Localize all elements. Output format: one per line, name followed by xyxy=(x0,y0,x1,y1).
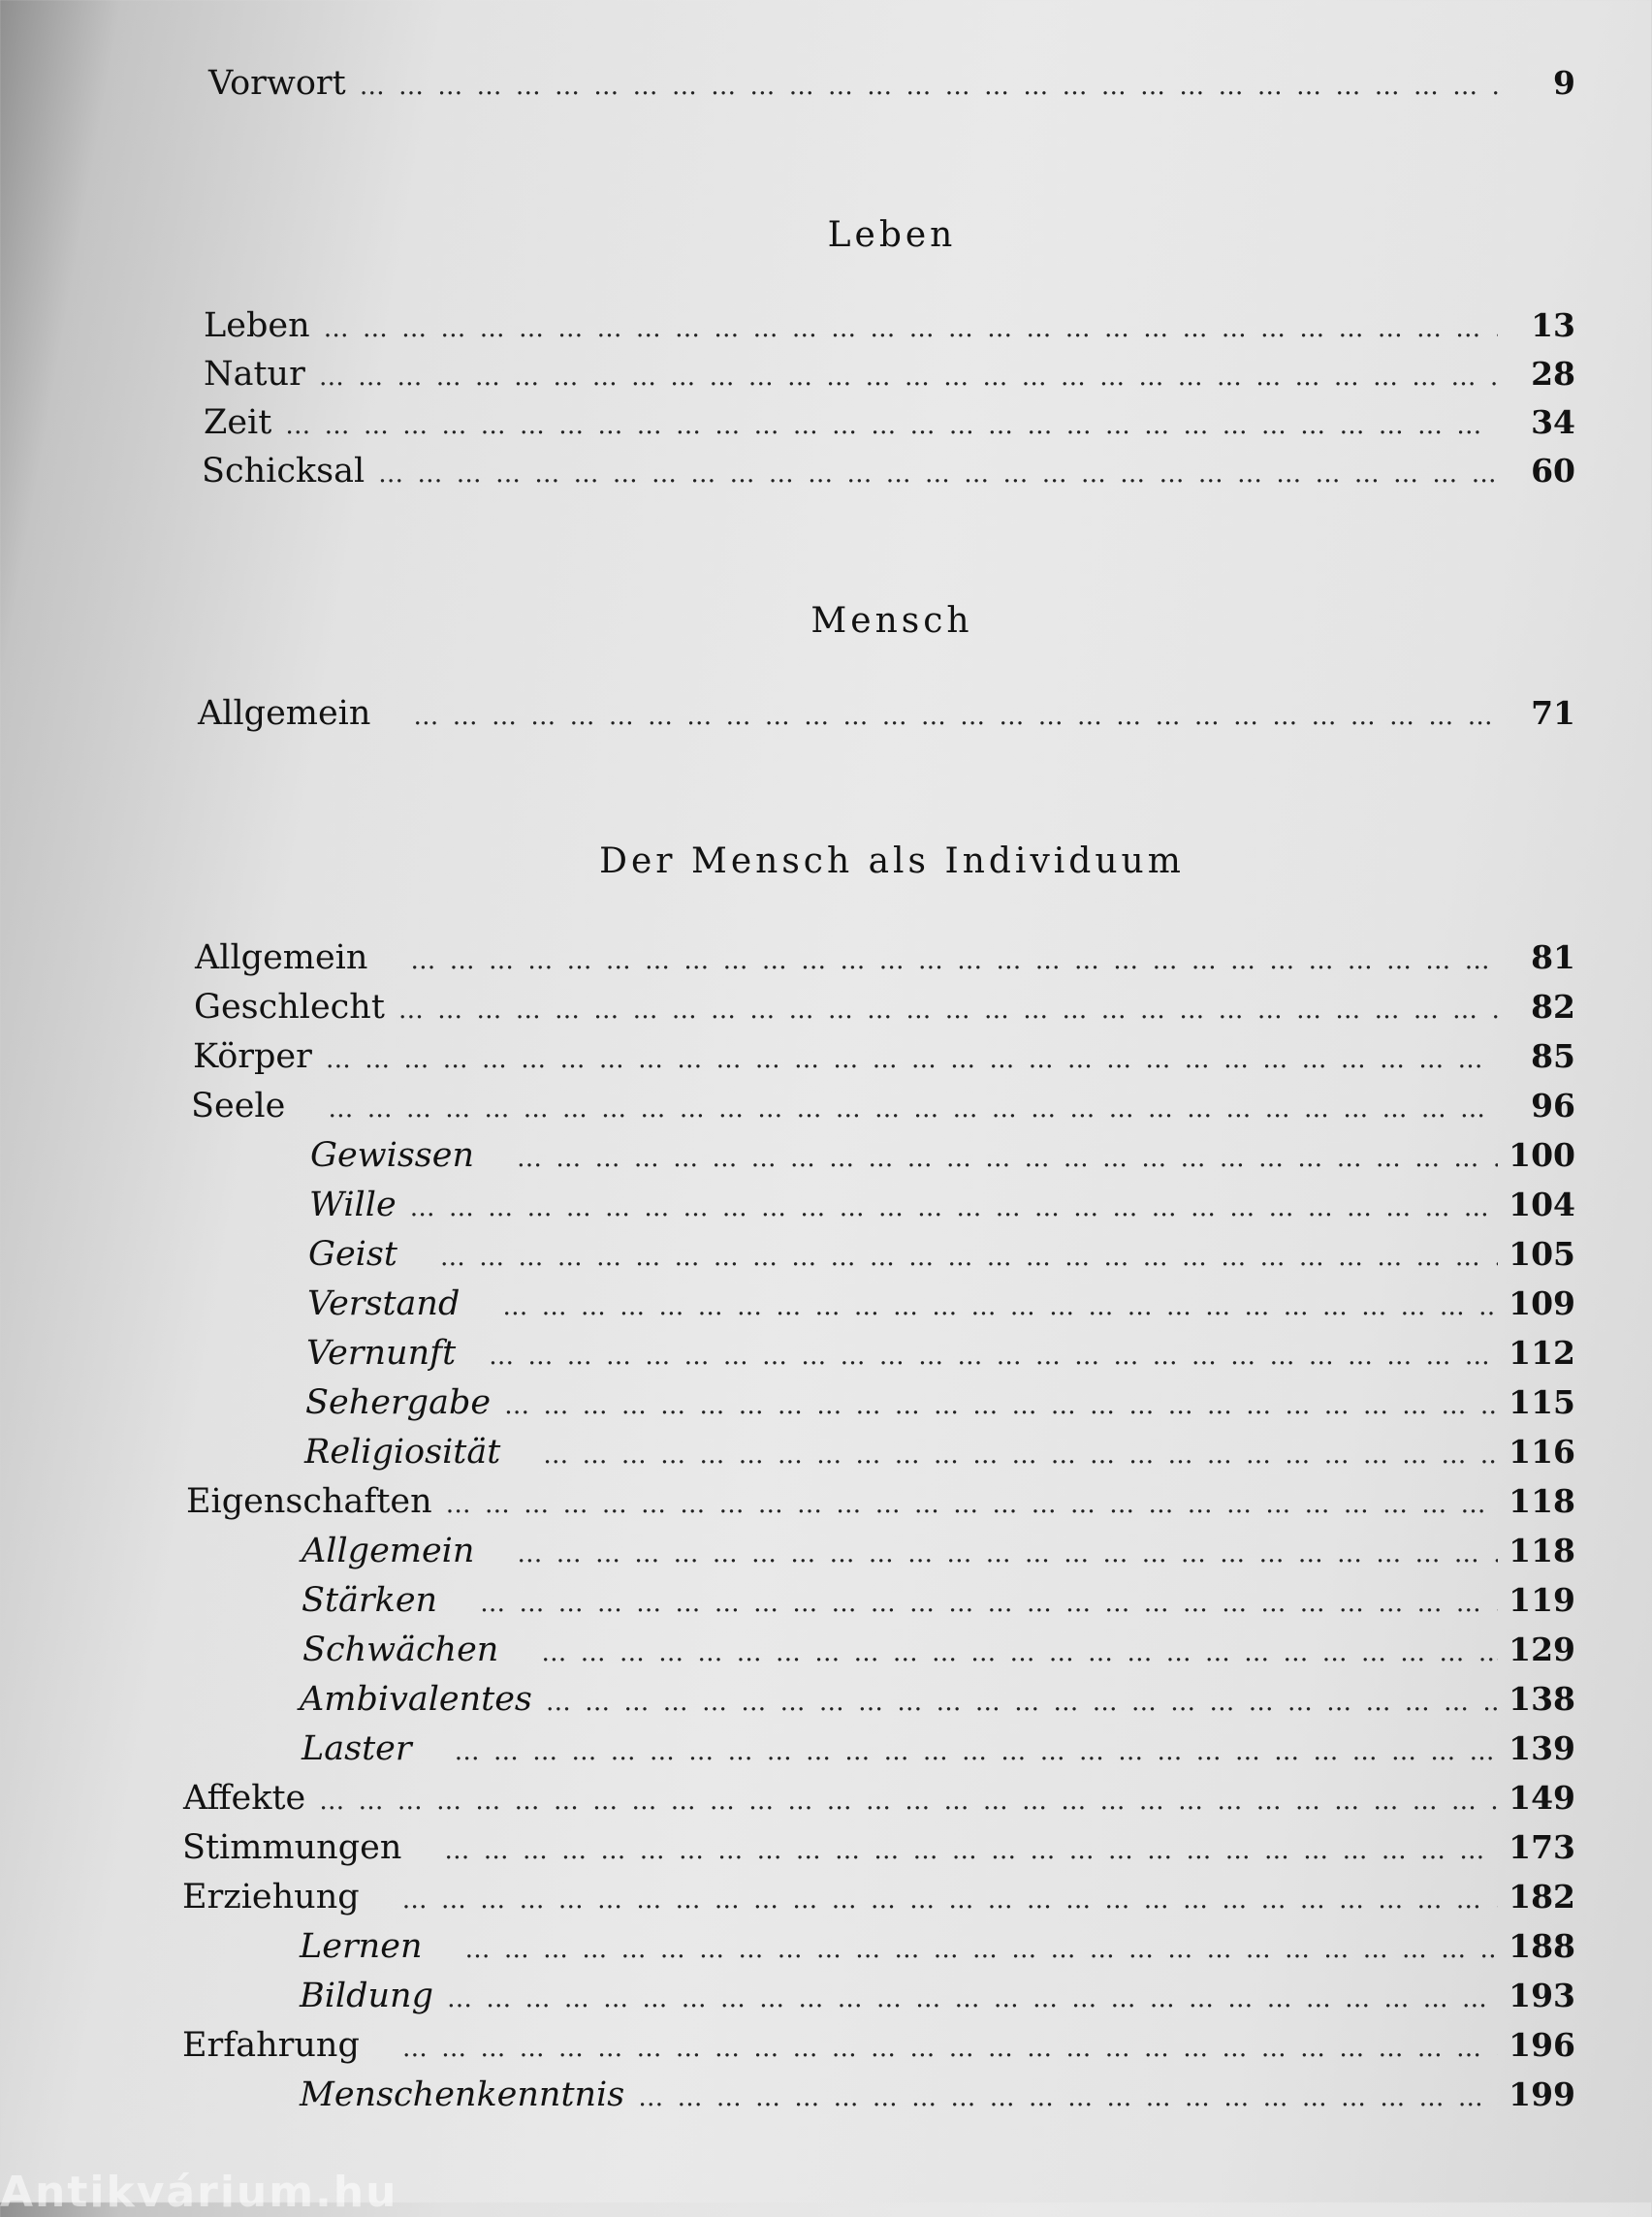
toc-entry-label: Ambivalentes xyxy=(300,1680,532,1719)
toc-entry-label: Vernunft xyxy=(306,1334,457,1373)
toc-entry-page: 71 xyxy=(1531,694,1575,732)
leader-dots xyxy=(324,1094,1498,1124)
toc-subentry xyxy=(300,2075,1575,2120)
leader-dots xyxy=(315,1787,1498,1816)
section-heading-leben: Leben xyxy=(827,215,957,255)
toc-entry-page: 193 xyxy=(1509,1977,1575,2014)
toc-entry-label: Verstand xyxy=(307,1284,461,1323)
toc-entry-label: Allgemein xyxy=(198,694,371,733)
leader-dots xyxy=(322,1045,1498,1074)
toc-entry-label: Eigenschaften xyxy=(186,1482,432,1521)
toc-subentry xyxy=(307,1284,1575,1329)
toc-subentry xyxy=(304,1433,1575,1477)
toc-entry-label: Menschenkenntnis xyxy=(300,2075,625,2114)
toc-entry-label: Schwächen xyxy=(302,1631,499,1669)
leader-dots xyxy=(406,1193,1498,1222)
leader-dots xyxy=(461,1935,1498,1964)
toc-subentry xyxy=(302,1581,1575,1626)
toc-entry-page: 138 xyxy=(1509,1680,1575,1718)
leader-dots xyxy=(315,363,1498,392)
leader-dots xyxy=(398,2034,1498,2063)
toc-entry-label: Geschlecht xyxy=(194,988,385,1027)
toc-entry xyxy=(204,355,1575,399)
leader-dots xyxy=(281,411,1498,440)
leader-dots xyxy=(485,1342,1498,1371)
toc-entry-page: 28 xyxy=(1531,355,1575,393)
leader-dots xyxy=(356,72,1498,101)
toc-entry-page: 34 xyxy=(1531,403,1575,441)
section-heading-individuum: Der Mensch als Individuum xyxy=(599,841,1185,881)
toc-entry-label: Vorwort xyxy=(208,64,346,103)
toc-entry-page: 100 xyxy=(1509,1136,1575,1174)
toc-entry-label: Erfahrung xyxy=(182,2026,360,2065)
toc-subentry xyxy=(306,1334,1575,1378)
leader-dots xyxy=(442,1490,1498,1519)
toc-entry-label: Körper xyxy=(193,1037,312,1076)
toc-entry-page: 13 xyxy=(1531,306,1575,344)
toc-entry-page: 105 xyxy=(1509,1235,1575,1273)
leader-dots xyxy=(436,1243,1498,1272)
toc-entry-label: Zeit xyxy=(204,403,272,442)
leader-dots xyxy=(500,1391,1498,1420)
toc-entry-label: Sehergabe xyxy=(305,1383,492,1422)
toc-entry-label: Geist xyxy=(308,1235,397,1274)
toc-entry-label: Religiosität xyxy=(304,1433,501,1472)
toc-entry-page: 112 xyxy=(1509,1334,1575,1372)
toc-entry-page: 81 xyxy=(1531,938,1575,976)
toc-subentry xyxy=(302,1631,1575,1675)
toc-entry-page: 149 xyxy=(1509,1779,1575,1817)
toc-subentry xyxy=(310,1136,1575,1181)
leader-dots xyxy=(320,314,1498,343)
toc-entry-label: Erziehung xyxy=(182,1878,360,1916)
toc-entry xyxy=(204,306,1575,351)
toc-entry-label: Allgemein xyxy=(302,1532,475,1570)
leader-dots xyxy=(513,1539,1498,1568)
toc-entry xyxy=(202,452,1575,496)
toc-entry-label: Gewissen xyxy=(310,1136,475,1175)
toc-entry-page: 196 xyxy=(1509,2026,1575,2064)
toc-entry-label: Leben xyxy=(204,306,310,345)
toc-entry-label: Schicksal xyxy=(202,452,365,491)
section-heading-mensch: Mensch xyxy=(810,601,973,641)
toc-entry-page: 115 xyxy=(1509,1383,1575,1421)
leader-dots xyxy=(406,946,1498,975)
toc-entry xyxy=(183,1779,1575,1823)
leader-dots xyxy=(513,1144,1498,1173)
toc-entry xyxy=(198,694,1575,739)
toc-subentry xyxy=(300,1977,1575,2021)
leader-dots xyxy=(498,1292,1498,1321)
leader-dots xyxy=(395,996,1498,1025)
toc-entry-label: Natur xyxy=(204,355,305,394)
toc-entry xyxy=(194,988,1575,1032)
toc-entry-vorwort xyxy=(208,64,1575,109)
toc-entry xyxy=(191,1087,1575,1131)
toc-entry-page: 182 xyxy=(1509,1878,1575,1916)
leader-dots xyxy=(374,459,1498,489)
leader-dots xyxy=(539,1441,1498,1470)
toc-entry-page: 104 xyxy=(1509,1186,1575,1223)
toc-entry-label: Seele xyxy=(191,1087,286,1125)
toc-subentry xyxy=(300,1680,1575,1725)
toc-entry-page: 199 xyxy=(1509,2075,1575,2113)
toc-entry-page: 188 xyxy=(1509,1927,1575,1965)
toc-entry xyxy=(195,938,1575,983)
leader-dots xyxy=(398,1885,1498,1915)
leader-dots xyxy=(634,2083,1498,2112)
toc-entry-label: Wille xyxy=(309,1186,397,1224)
toc-subentry xyxy=(300,1927,1575,1972)
toc-entry-label: Stärken xyxy=(302,1581,438,1620)
toc-entry-page: 82 xyxy=(1531,988,1575,1026)
leader-dots xyxy=(537,1638,1498,1667)
toc-entry-page: 173 xyxy=(1509,1828,1575,1866)
toc-entry xyxy=(182,1828,1575,1873)
toc-entry-label: Bildung xyxy=(300,1977,434,2015)
leader-dots xyxy=(451,1737,1498,1766)
toc-entry xyxy=(204,403,1575,448)
toc-entry-label: Affekte xyxy=(183,1779,306,1818)
toc-entry xyxy=(186,1482,1575,1527)
toc-entry xyxy=(182,2026,1575,2071)
toc-entry-page: 96 xyxy=(1531,1087,1575,1124)
toc-subentry xyxy=(308,1235,1575,1280)
leader-dots xyxy=(476,1589,1498,1618)
leader-dots xyxy=(542,1688,1498,1717)
toc-entry-page: 116 xyxy=(1509,1433,1575,1471)
toc-entry-page: 118 xyxy=(1509,1482,1575,1520)
toc-entry-page: 119 xyxy=(1509,1581,1575,1619)
toc-entry-page: 129 xyxy=(1509,1631,1575,1668)
toc-entry-page: 9 xyxy=(1553,64,1575,102)
toc-entry-page: 118 xyxy=(1509,1532,1575,1569)
toc-subentry xyxy=(302,1729,1575,1774)
leader-dots xyxy=(440,1836,1498,1865)
leader-dots xyxy=(443,1984,1498,2013)
toc-entry xyxy=(182,1878,1575,1922)
toc-entry-label: Laster xyxy=(302,1729,412,1768)
toc-entry xyxy=(193,1037,1575,1082)
toc-subentry xyxy=(305,1383,1575,1428)
toc-entry-page: 60 xyxy=(1531,452,1575,490)
toc-entry-label: Allgemein xyxy=(195,938,368,977)
leader-dots xyxy=(409,702,1498,731)
watermark: Antikvárium.hu xyxy=(0,2168,398,2217)
toc-entry-page: 109 xyxy=(1509,1284,1575,1322)
toc-subentry xyxy=(309,1186,1575,1230)
toc-entry-label: Stimmungen xyxy=(182,1828,402,1867)
toc-entry-label: Lernen xyxy=(300,1927,423,1966)
toc-entry-page: 85 xyxy=(1531,1037,1575,1075)
toc-entry-page: 139 xyxy=(1509,1729,1575,1767)
toc-subentry xyxy=(302,1532,1575,1576)
